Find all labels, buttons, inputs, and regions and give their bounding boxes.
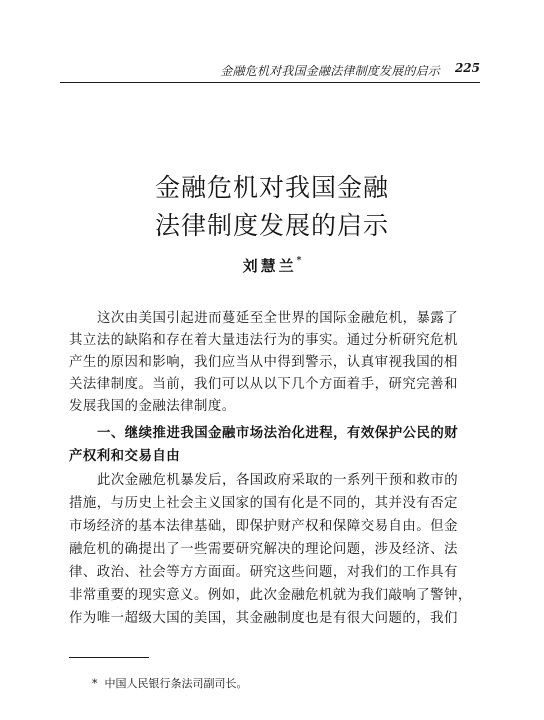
body-line: 此次金融危机暴发后，各国政府采取的一系列干预和救市的: [97, 473, 459, 488]
section-heading-line: 一、继续推进我国金融市场法治化进程，有效保护公民的财: [97, 425, 459, 441]
body-line: 关法律制度。当前，我们可以从以下几个方面着手，研究完善和: [69, 377, 458, 392]
body-line: 其立法的缺陷和存在着大量违法行为的事实。通过分析研究危机: [69, 333, 458, 348]
body-line: 非常重要的现实意义。例如，此次金融危机就为我们敲响了警钟，: [69, 588, 472, 603]
footnote-marker: *: [92, 677, 98, 690]
body-line: 这次由美国引起进而蔓延至全世界的国际金融危机，暴露了: [97, 311, 459, 326]
article-title-line-1: 金融危机对我国金融: [154, 173, 389, 202]
body-line: 措施，与历史上社会主义国家的国有化是不同的，其并没有否定: [69, 496, 458, 511]
body-line: 发展我国的金融法律制度。: [69, 399, 236, 414]
running-title: 金融危机对我国金融法律制度发展的启示: [220, 64, 440, 78]
body-line: 产生的原因和影响，我们应当从中得到警示，认真审视我国的相: [69, 355, 458, 370]
body-line: 融危机的确提出了一些需要研究解决的理论问题，涉及经济、法: [69, 542, 458, 557]
author-name: 刘慧兰: [242, 257, 297, 275]
footnote: [92, 675, 248, 691]
article-title-line-2: 法律制度发展的启示: [154, 211, 389, 240]
section-heading-line: 产权利和交易自由: [69, 448, 181, 464]
body-line: 市场经济的基本法律基础，即保护财产权和保障交易自由。但金: [69, 519, 458, 534]
body-line: 律、政治、社会等方方面面。研究这些问题，对我们的工作具有: [69, 565, 458, 580]
author-byline: [0, 255, 544, 276]
page-number: 225: [454, 61, 480, 75]
running-header: [60, 60, 480, 83]
author-footnote-mark: *: [296, 256, 302, 266]
footnote-divider: [69, 657, 149, 658]
footnote-text: 中国人民银行条法司副司长。: [104, 677, 248, 690]
body-line: 作为唯一超级大国的美国，其金融制度也是有很大问题的，我们: [69, 611, 458, 626]
